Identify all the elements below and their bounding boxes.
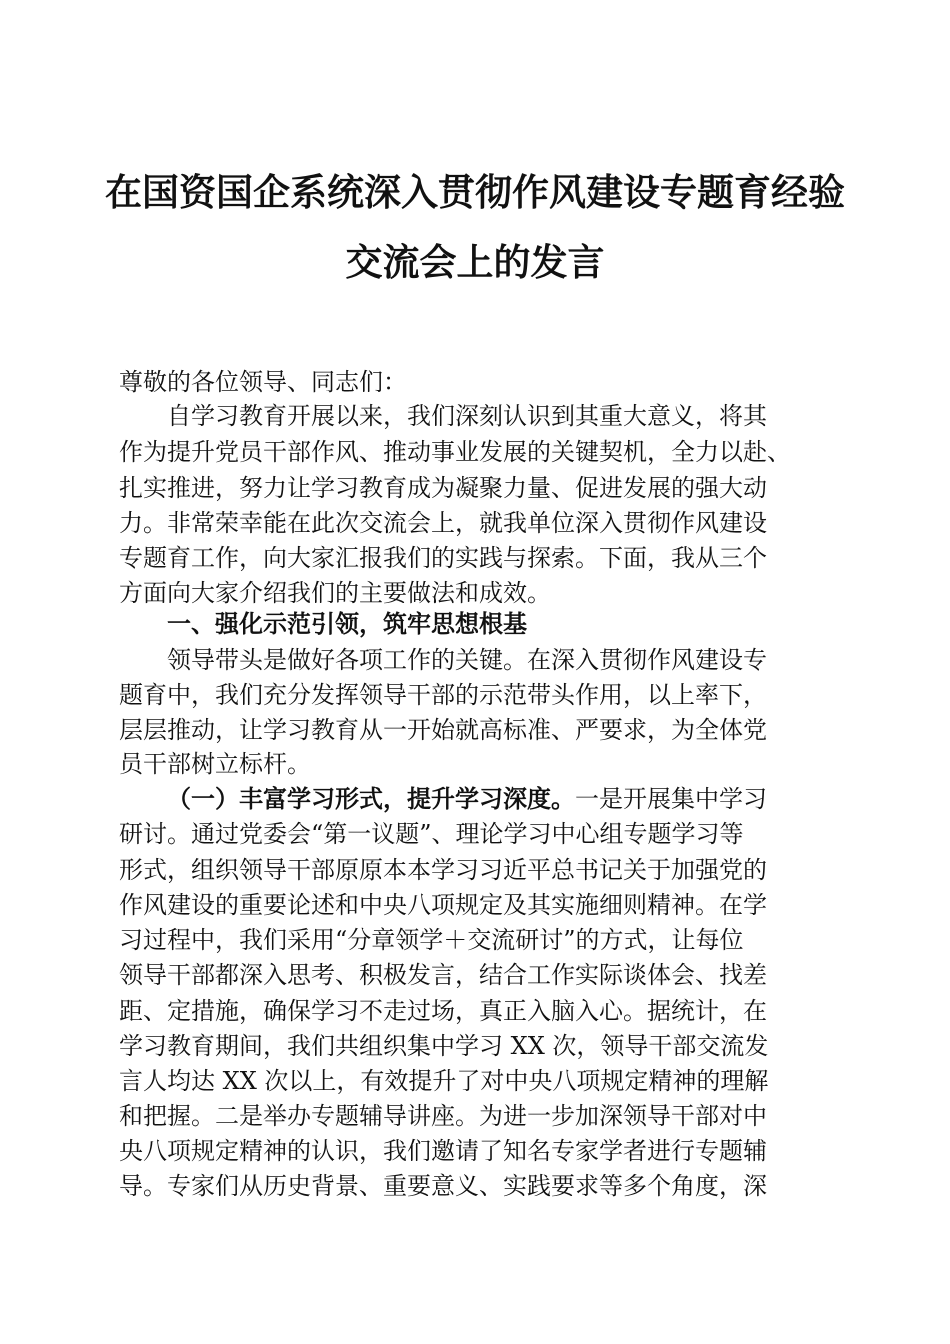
- paragraph-line: 形式，组织领导干部原原本本学习习近平总书记关于加强党的: [119, 856, 767, 884]
- paragraph-line: 员干部树立标杆。: [119, 750, 311, 778]
- subheading-inline: （一）丰富学习形式，提升学习深度。: [167, 784, 575, 813]
- paragraph-line: 和把握。二是举办专题辅导讲座。为进一步加深领导干部对中: [119, 1102, 767, 1130]
- paragraph-line: 力。非常荣幸能在此次交流会上，就我单位深入贯彻作风建设: [119, 509, 767, 537]
- paragraph-line: 作风建设的重要论述和中央八项规定及其实施细则精神。在学: [119, 891, 767, 919]
- paragraph-line: 导。专家们从历史背景、重要意义、实践要求等多个角度，深: [119, 1172, 767, 1200]
- paragraph-line: 自学习教育开展以来，我们深刻认识到其重大意义，将其: [167, 402, 767, 430]
- paragraph-line: 习过程中，我们采用“分章领学＋交流研讨”的方式，让每位: [119, 926, 744, 954]
- paragraph-line: 方面向大家介绍我们的主要做法和成效。: [119, 579, 551, 607]
- paragraph-line: 专题育工作，向大家汇报我们的实践与探索。下面，我从三个: [119, 544, 767, 572]
- paragraph-line: 领导带头是做好各项工作的关键。在深入贯彻作风建设专: [167, 646, 767, 674]
- paragraph-line: [167, 781, 897, 817]
- paragraph-line: 扎实推进，努力让学习教育成为凝聚力量、促进发展的强大动: [119, 474, 767, 502]
- paragraph-line: 层层推动，让学习教育从一开始就高标准、严要求，为全体党: [119, 716, 767, 744]
- paragraph-line: 作为提升党员干部作风、推动事业发展的关键契机，全力以赴、: [119, 438, 791, 466]
- paragraph-line: 研讨。通过党委会“第一议题”、理论学习中心组专题学习等: [119, 820, 744, 848]
- paragraph-text: 一是开展集中学习: [575, 785, 767, 813]
- paragraph-line: 央八项规定精神的认识，我们邀请了知名专家学者进行专题辅: [119, 1137, 767, 1165]
- document-title-line-1: 在国资国企系统深入贯彻作风建设专题育经验: [105, 170, 845, 214]
- paragraph-line: 言人均达 XX 次以上，有效提升了对中央八项规定精神的理解: [119, 1067, 769, 1095]
- salutation: 尊敬的各位领导、同志们：: [119, 368, 407, 396]
- document-title-line-2: 交流会上的发言: [345, 240, 605, 284]
- paragraph-line: 领导干部都深入思考、积极发言，结合工作实际谈体会、找差: [119, 961, 767, 989]
- section-heading: 一、强化示范引领，筑牢思想根基: [167, 610, 527, 638]
- paragraph-line: 题育中，我们充分发挥领导干部的示范带头作用，以上率下，: [119, 681, 767, 709]
- paragraph-line: 学习教育期间，我们共组织集中学习 XX 次，领导干部交流发: [119, 1032, 769, 1060]
- paragraph-line: 距、定措施，确保学习不走过场，真正入脑入心。据统计，在: [119, 997, 767, 1025]
